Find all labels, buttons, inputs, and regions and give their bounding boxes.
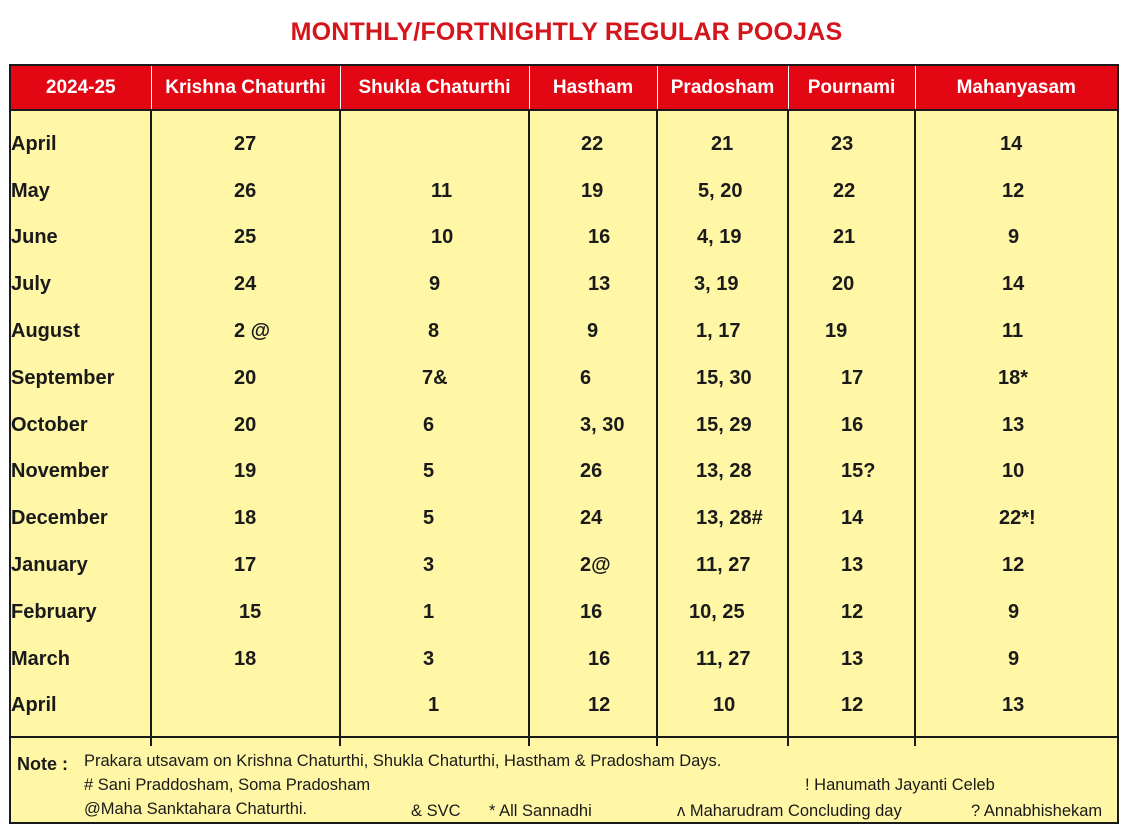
mahanyasam-cell: 14 xyxy=(1000,132,1023,155)
header-hastham: Hastham xyxy=(529,66,657,110)
mahanyasam-cell: 13 xyxy=(1002,413,1025,436)
table-row xyxy=(11,355,1117,402)
header-pournami: Pournami xyxy=(788,66,915,110)
hastham-cell: 19 xyxy=(529,168,657,215)
pournami-cell: 14 xyxy=(788,495,915,542)
note-hanumath-jayanti: ! Hanumath Jayanti Celeb xyxy=(805,776,995,794)
spacer-row xyxy=(11,110,1117,121)
hastham-cell: 22 xyxy=(529,121,657,168)
note-svc: & SVC xyxy=(411,802,461,820)
pradosham-cell: 15, 29 xyxy=(657,402,788,449)
pournami-cell: 19 xyxy=(788,308,915,355)
mahanyasam-cell: 13 xyxy=(1002,694,1025,717)
note-prakara-utsavam: Prakara utsavam on Krishna Chaturthi, Shukla Chaturthi, Hastham & Pradosham Days. xyxy=(84,752,722,770)
table-row xyxy=(11,449,1117,496)
table-row xyxy=(11,542,1117,589)
pooja-schedule-table xyxy=(11,66,1117,746)
shukla-chaturthi-cell: 10 xyxy=(340,215,529,262)
pradosham-cell: 10 xyxy=(657,683,788,730)
krishna-chaturthi-cell: 20 xyxy=(151,355,340,402)
shukla-chaturthi-cell: 3 xyxy=(340,542,529,589)
header-year: 2024-25 xyxy=(11,66,151,110)
pournami-cell: 12 xyxy=(788,683,915,730)
header-shukla-chaturthi: Shukla Chaturthi xyxy=(340,66,529,110)
pradosham-cell: 5, 20 xyxy=(657,168,788,215)
month-cell: November xyxy=(11,449,151,496)
shukla-chaturthi-cell: 5 xyxy=(340,495,529,542)
note-label: Note : xyxy=(17,754,68,774)
pournami-cell: 22 xyxy=(788,168,915,215)
month-cell: April xyxy=(11,121,151,168)
table-row xyxy=(11,636,1117,683)
pournami-cell: 13 xyxy=(788,636,915,683)
pooja-schedule-frame xyxy=(9,64,1119,824)
table-row xyxy=(11,308,1117,355)
month-cell: March xyxy=(11,636,151,683)
pradosham-cell: 13, 28 xyxy=(657,449,788,496)
note-all-sannadhi: * All Sannadhi xyxy=(489,802,592,820)
krishna-chaturthi-cell: 19 xyxy=(151,449,340,496)
hastham-cell: 13 xyxy=(529,261,657,308)
notes-section xyxy=(11,736,1117,824)
month-cell: July xyxy=(11,261,151,308)
month-cell: May xyxy=(11,168,151,215)
mahanyasam-cell: 9 xyxy=(1008,600,1020,623)
table-row xyxy=(11,495,1117,542)
header-pradosham: Pradosham xyxy=(657,66,788,110)
header-mahanyasam: Mahanyasam xyxy=(915,66,1117,110)
pournami-cell: 13 xyxy=(788,542,915,589)
header-krishna-chaturthi: Krishna Chaturthi xyxy=(151,66,340,110)
krishna-chaturthi-cell: 15 xyxy=(151,589,340,636)
table-row xyxy=(11,168,1117,215)
table-row xyxy=(11,121,1117,168)
note-maha-sanktahara: @Maha Sanktahara Chaturthi. xyxy=(84,800,308,818)
table-row xyxy=(11,402,1117,449)
hastham-cell: 16 xyxy=(529,215,657,262)
month-cell: January xyxy=(11,542,151,589)
pournami-cell: 16 xyxy=(788,402,915,449)
mahanyasam-cell: 12 xyxy=(1002,179,1025,202)
krishna-chaturthi-cell: 20 xyxy=(151,402,340,449)
pradosham-cell: 4, 19 xyxy=(657,215,788,262)
month-cell: February xyxy=(11,589,151,636)
month-cell: October xyxy=(11,402,151,449)
hastham-cell: 12 xyxy=(529,683,657,730)
pournami-cell: 23 xyxy=(788,121,915,168)
pradosham-cell: 1, 17 xyxy=(657,308,788,355)
pradosham-cell: 3, 19 xyxy=(657,261,788,308)
hastham-cell: 3, 30 xyxy=(529,402,657,449)
shukla-chaturthi-cell: 1 xyxy=(340,589,529,636)
hastham-cell: 26 xyxy=(529,449,657,496)
note-maharudram: ʌ Maharudram Concluding day xyxy=(677,802,902,820)
krishna-chaturthi-cell: 27 xyxy=(151,121,340,168)
krishna-chaturthi-cell: 2 @ xyxy=(151,308,340,355)
pradosham-cell: 13, 28# xyxy=(657,495,788,542)
mahanyasam-cell: 9 xyxy=(1008,226,1020,249)
mahanyasam-cell: 10 xyxy=(1002,460,1025,483)
mahanyasam-cell: 9 xyxy=(1008,647,1020,670)
mahanyasam-cell: 18* xyxy=(998,366,1029,389)
pournami-cell: 21 xyxy=(788,215,915,262)
shukla-chaturthi-cell: 1 xyxy=(340,683,529,730)
krishna-chaturthi-cell: 18 xyxy=(151,636,340,683)
shukla-chaturthi-cell: 9 xyxy=(340,261,529,308)
mahanyasam-cell: 11 xyxy=(1002,320,1024,343)
page-title: MONTHLY/FORTNIGHTLY REGULAR POOJAS xyxy=(290,18,843,46)
shukla-chaturthi-cell xyxy=(340,121,529,168)
pournami-cell: 20 xyxy=(788,261,915,308)
krishna-chaturthi-cell: 25 xyxy=(151,215,340,262)
shukla-chaturthi-cell: 5 xyxy=(340,449,529,496)
header-row xyxy=(11,66,1117,110)
mahanyasam-cell: 14 xyxy=(1002,273,1025,296)
pradosham-cell: 11, 27 xyxy=(657,542,788,589)
hastham-cell: 16 xyxy=(529,589,657,636)
note-annabhishekam: ? Annabhishekam xyxy=(971,802,1103,820)
month-cell: June xyxy=(11,215,151,262)
krishna-chaturthi-cell: 18 xyxy=(151,495,340,542)
note-sani-pradosham: # Sani Praddosham, Soma Pradosham xyxy=(84,776,371,794)
table-row xyxy=(11,261,1117,308)
hastham-cell: 2@ xyxy=(529,542,657,589)
table-row xyxy=(11,215,1117,262)
krishna-chaturthi-cell: 17 xyxy=(151,542,340,589)
pournami-cell: 15? xyxy=(788,449,915,496)
shukla-chaturthi-cell: 8 xyxy=(340,308,529,355)
pournami-cell: 17 xyxy=(788,355,915,402)
krishna-chaturthi-cell: 24 xyxy=(151,261,340,308)
hastham-cell: 6 xyxy=(529,355,657,402)
month-cell: September xyxy=(11,355,151,402)
table-row xyxy=(11,589,1117,636)
pradosham-cell: 15, 30 xyxy=(657,355,788,402)
month-cell: April xyxy=(11,683,151,730)
hastham-cell: 16 xyxy=(529,636,657,683)
pradosham-cell: 11, 27 xyxy=(657,636,788,683)
shukla-chaturthi-cell: 11 xyxy=(340,168,529,215)
shukla-chaturthi-cell: 3 xyxy=(340,636,529,683)
month-cell: August xyxy=(11,308,151,355)
table-row xyxy=(11,683,1117,730)
pradosham-cell: 21 xyxy=(657,121,788,168)
mahanyasam-cell: 12 xyxy=(1002,554,1025,577)
pournami-cell: 12 xyxy=(788,589,915,636)
hastham-cell: 9 xyxy=(529,308,657,355)
krishna-chaturthi-cell xyxy=(151,683,340,730)
pradosham-cell: 10, 25 xyxy=(657,589,788,636)
mahanyasam-cell: 22*! xyxy=(999,507,1036,530)
hastham-cell: 24 xyxy=(529,495,657,542)
month-cell: December xyxy=(11,495,151,542)
krishna-chaturthi-cell: 26 xyxy=(151,168,340,215)
shukla-chaturthi-cell: 6 xyxy=(340,402,529,449)
shukla-chaturthi-cell: 7& xyxy=(340,355,529,402)
